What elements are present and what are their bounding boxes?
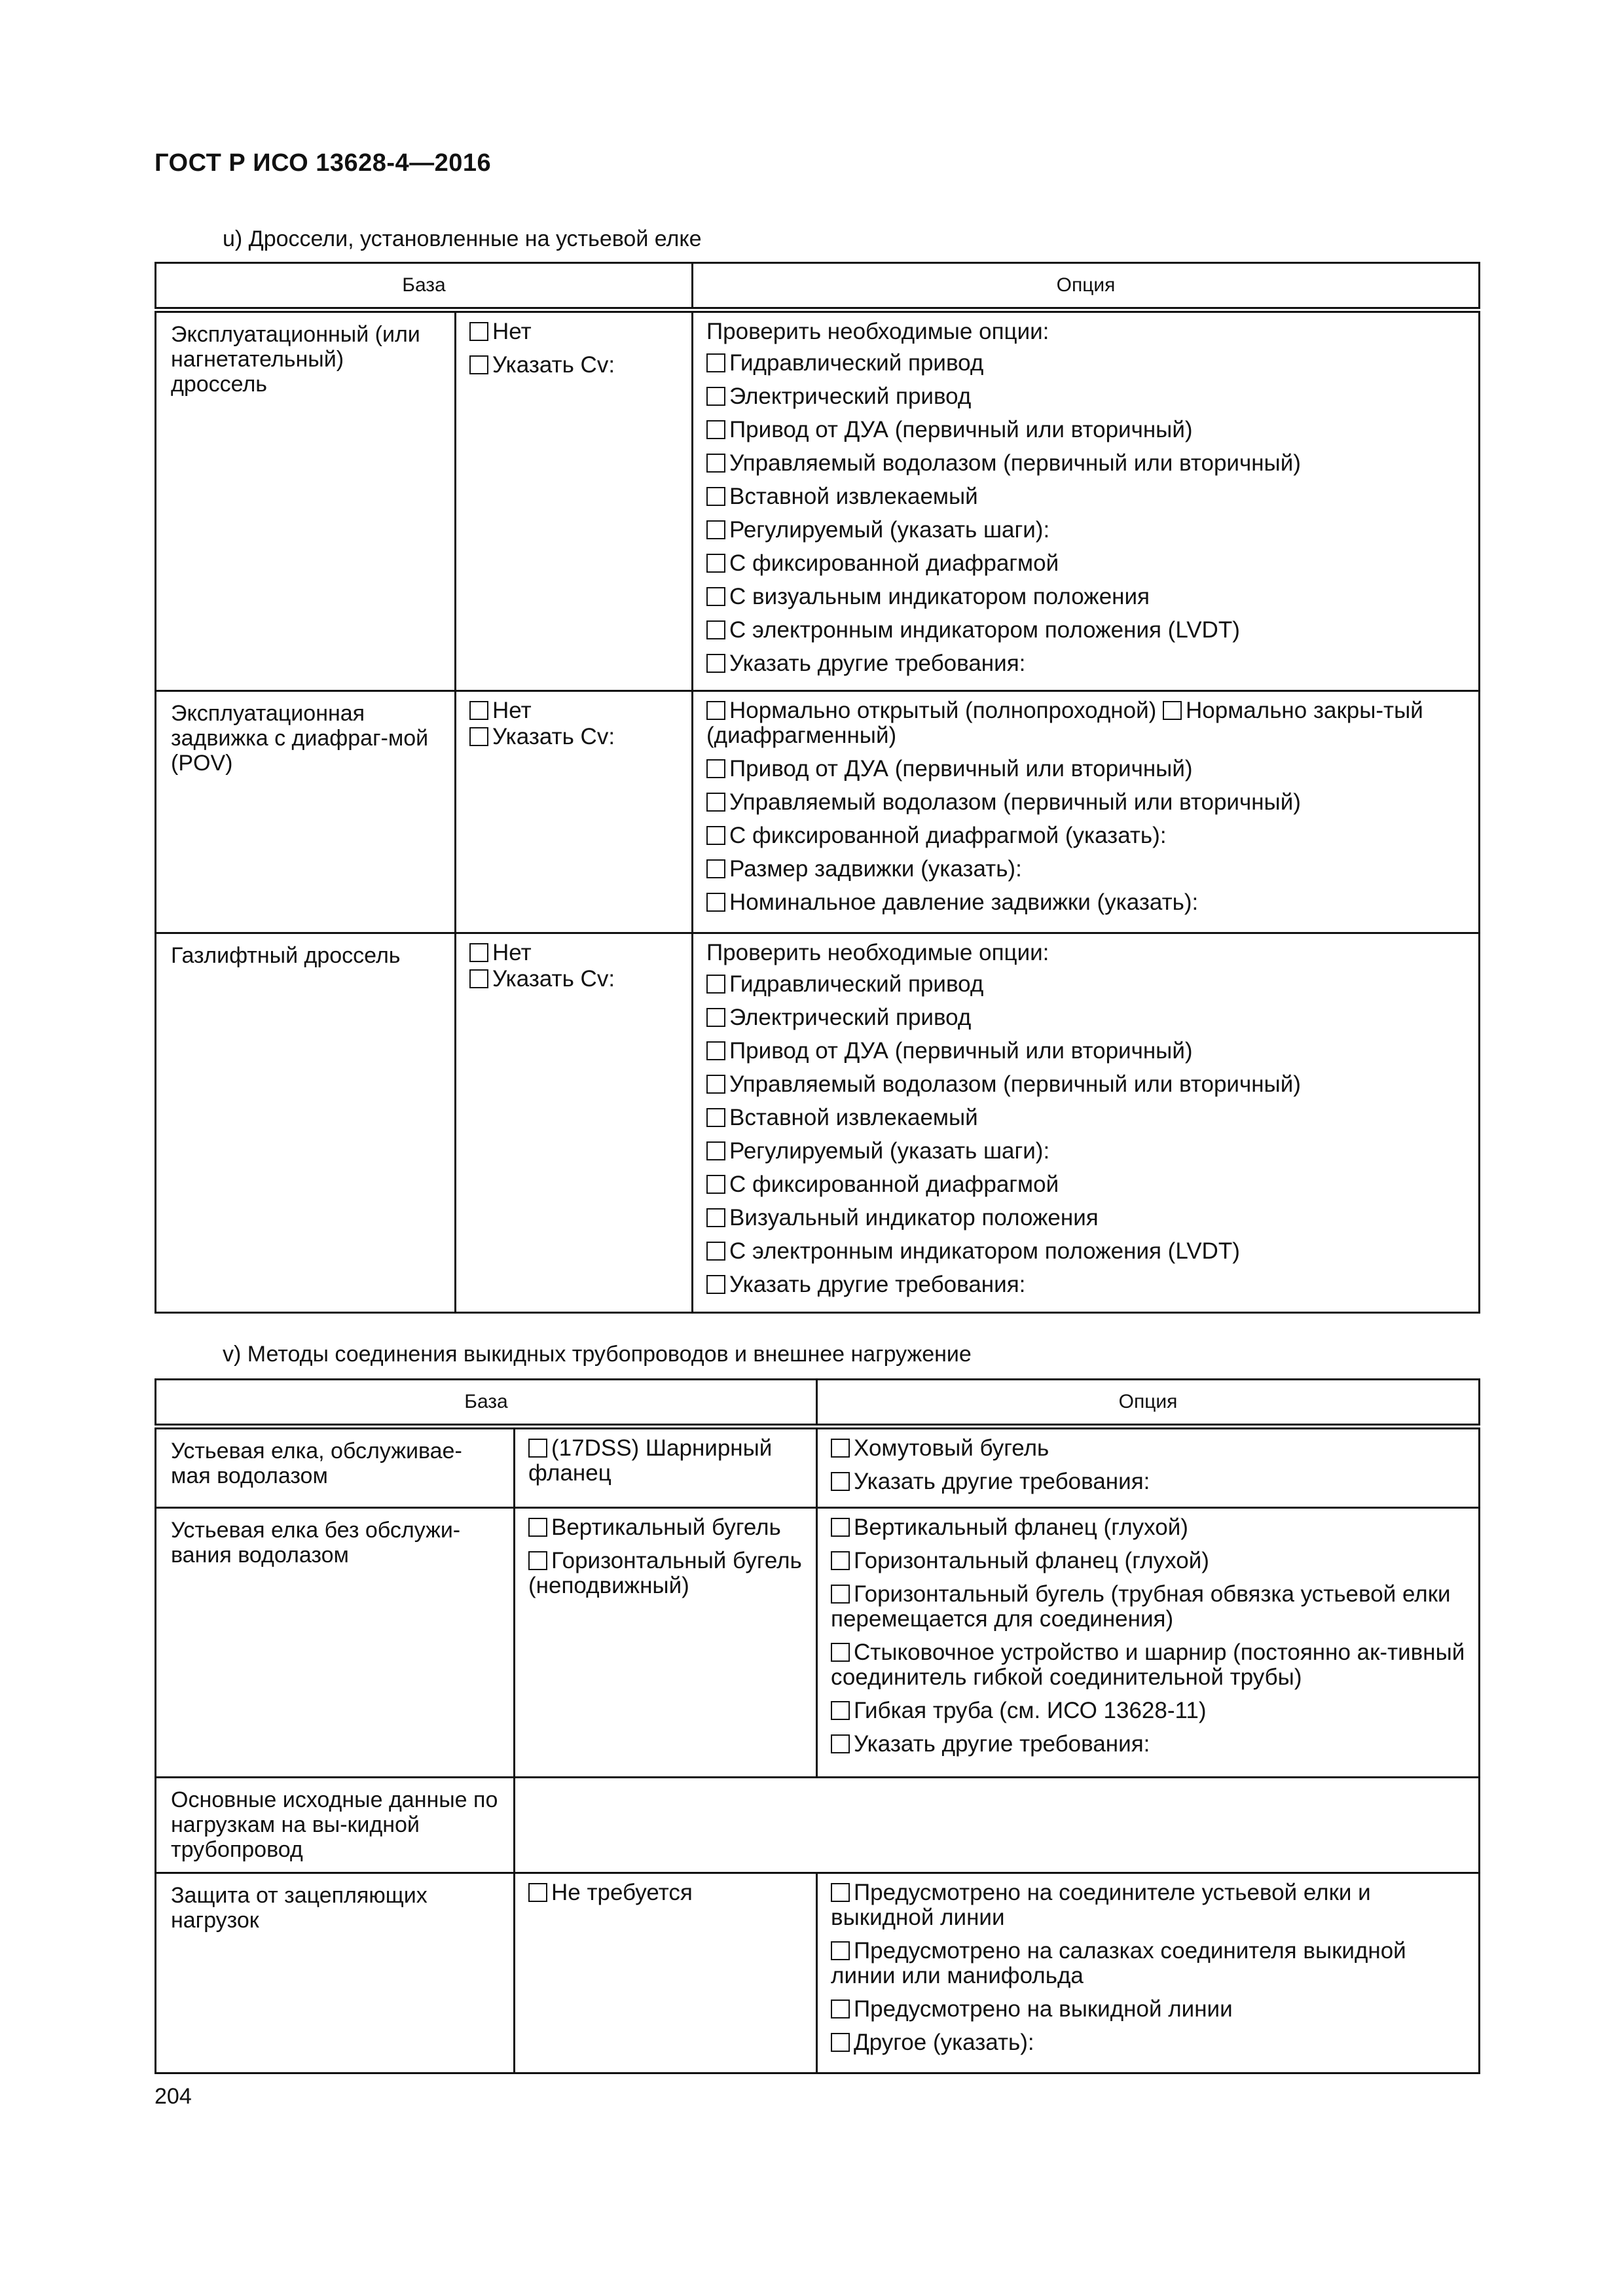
section-u-caption: u) Дроссели, установленные на устьевой елке — [223, 226, 702, 251]
checkbox[interactable] — [706, 1175, 725, 1194]
option-item[interactable]: Номинальное давление задвижки (указать): — [706, 890, 1465, 915]
option-item[interactable]: Предусмотрено на выкидной линии — [831, 1997, 1465, 2022]
option-item[interactable]: С фиксированной диафрагмой — [706, 1172, 1465, 1197]
checkbox[interactable] — [706, 793, 725, 812]
checkbox[interactable] — [528, 1883, 547, 1902]
option-item[interactable]: Привод от ДУА (первичный или вторичный) — [706, 757, 1465, 781]
checkbox[interactable] — [831, 1585, 850, 1604]
row-name: Эксплуатационная задвижка с диафраг-мой (POV) — [156, 691, 456, 933]
table-row — [156, 1873, 1480, 2073]
checkbox[interactable] — [706, 701, 725, 720]
option-item[interactable]: Регулируемый (указать шаги): — [706, 518, 1465, 543]
checkbox[interactable] — [831, 2000, 850, 2018]
checkbox[interactable] — [706, 1075, 725, 1094]
row-name: Основные исходные данные по нагрузкам на вы-кидной трубопровод — [156, 1778, 515, 1873]
checkbox[interactable] — [469, 969, 488, 988]
checkbox[interactable] — [469, 355, 488, 374]
page-number: 204 — [155, 2084, 192, 2109]
option-item[interactable]: Управляемый водолазом (первичный или вторичный) — [706, 790, 1465, 815]
options-cell — [817, 1427, 1480, 1508]
checkbox[interactable] — [831, 1518, 850, 1537]
options-cell — [693, 310, 1480, 691]
checkbox[interactable] — [706, 1208, 725, 1227]
base-option[interactable]: Вертикальный бугель — [528, 1515, 803, 1540]
checkbox[interactable] — [831, 1941, 850, 1960]
option-item[interactable]: Другое (указать): — [831, 2030, 1465, 2055]
base-cell — [515, 1508, 817, 1778]
checkbox[interactable] — [831, 1551, 850, 1570]
checkbox[interactable] — [469, 943, 488, 962]
option-item[interactable]: Визуальный индикатор положения — [706, 1206, 1465, 1230]
base-option[interactable]: Указать Cv: — [469, 967, 678, 992]
checkbox[interactable] — [831, 1734, 850, 1753]
checkbox[interactable] — [706, 1108, 725, 1127]
column-header-base: База — [156, 263, 693, 310]
option-item-pair: Нормально открытый (полнопроходной) Нормально закры-тый (диафрагменный) — [706, 698, 1423, 748]
options-cell — [693, 691, 1480, 933]
checkbox[interactable] — [706, 975, 725, 994]
option-item[interactable]: Вертикальный фланец (глухой) — [831, 1515, 1465, 1540]
table-row — [156, 933, 1480, 1313]
table-row — [156, 1508, 1480, 1778]
base-cell — [515, 1873, 817, 2073]
table-row — [156, 1778, 1480, 1873]
option-item[interactable]: Предусмотрено на соединителе устьевой елки и выкидной линии — [831, 1880, 1371, 1930]
option-item[interactable]: Электрический привод — [706, 1005, 1465, 1030]
option-item[interactable]: Привод от ДУА (первичный или вторичный) — [706, 418, 1465, 442]
option-item[interactable]: Указать другие требования: — [706, 651, 1465, 676]
base-option[interactable]: Указать Cv: — [469, 353, 678, 378]
checkbox[interactable] — [831, 2033, 850, 2052]
base-option[interactable]: Не требуется — [528, 1880, 803, 1905]
option-item[interactable]: Размер задвижки (указать): — [706, 857, 1465, 882]
option-item[interactable]: С электронным индикатором положения (LVDT) — [706, 618, 1465, 643]
checkbox[interactable] — [1163, 701, 1182, 720]
checkbox[interactable] — [469, 322, 488, 341]
base-option[interactable]: Нет — [469, 319, 678, 344]
base-cell — [456, 691, 693, 933]
checkbox[interactable] — [706, 1041, 725, 1060]
table-row — [156, 1427, 1480, 1508]
option-item[interactable]: Привод от ДУА (первичный или вторичный) — [706, 1039, 1465, 1064]
options-heading: Проверить необходимые опции: — [706, 940, 1049, 965]
column-header-option: Опция — [817, 1380, 1480, 1427]
checkbox[interactable] — [831, 1701, 850, 1720]
checkbox[interactable] — [469, 727, 488, 746]
checkbox[interactable] — [831, 1643, 850, 1662]
base-option[interactable]: Указать Cv: — [469, 725, 678, 749]
row-name: Эксплуатационный (или нагнетательный) дроссель — [156, 310, 456, 691]
checkbox[interactable] — [706, 520, 725, 539]
checkbox[interactable] — [706, 859, 725, 878]
options-cell — [817, 1873, 1480, 2073]
checkbox[interactable] — [706, 893, 725, 912]
base-option[interactable]: Нет — [469, 941, 678, 965]
checkbox[interactable] — [706, 620, 725, 639]
option-item[interactable]: Указать другие требования: — [831, 1469, 1465, 1494]
option-item[interactable]: С электронным индикатором положения (LVDT) — [706, 1239, 1465, 1264]
row-name: Устьевая елка без обслужи-вания водолазом — [156, 1508, 515, 1778]
row-name: Газлифтный дроссель — [156, 933, 456, 1313]
table-row — [156, 310, 1480, 691]
column-header-base: База — [156, 1380, 817, 1427]
flowline-connections-table — [155, 1378, 1480, 2074]
checkbox[interactable] — [831, 1472, 850, 1491]
column-header-option: Опция — [693, 263, 1480, 310]
base-cell — [456, 933, 693, 1313]
checkbox[interactable] — [706, 1242, 725, 1261]
option-item[interactable]: Управляемый водолазом (первичный или вторичный) — [706, 1072, 1465, 1097]
document-header: ГОСТ Р ИСО 13628-4—2016 — [155, 149, 492, 177]
empty-value-cell[interactable] — [515, 1778, 1480, 1873]
chokes-table — [155, 262, 1480, 1314]
base-option[interactable]: (17DSS) Шарнирный фланец — [528, 1435, 773, 1486]
option-item[interactable]: Стыковочное устройство и шарнир (постоянно ак-тивный соединитель гибкой соединительной трубы) — [831, 1640, 1465, 1690]
checkbox[interactable] — [528, 1439, 547, 1458]
checkbox[interactable] — [831, 1439, 850, 1458]
option-item[interactable]: Предусмотрено на салазках соединителя выкидной линии или манифольда — [831, 1938, 1406, 1988]
section-v-caption: v) Методы соединения выкидных трубопроводов и внешнее нагружение — [223, 1342, 972, 1367]
checkbox[interactable] — [706, 654, 725, 673]
checkbox[interactable] — [706, 487, 725, 506]
option-item[interactable]: Указать другие требования: — [831, 1732, 1465, 1757]
table-row — [156, 691, 1480, 933]
option-item[interactable]: С фиксированной диафрагмой — [706, 551, 1465, 576]
checkbox[interactable] — [706, 353, 725, 372]
checkbox[interactable] — [706, 1008, 725, 1027]
option-item[interactable]: Электрический привод — [706, 384, 1465, 409]
checkbox[interactable] — [706, 759, 725, 778]
checkbox[interactable] — [528, 1518, 547, 1537]
option-item[interactable]: Горизонтальный бугель (трубная обвязка устьевой елки перемещается для соединения) — [831, 1581, 1451, 1632]
base-cell — [456, 310, 693, 691]
checkbox[interactable] — [706, 554, 725, 573]
checkbox[interactable] — [706, 420, 725, 439]
option-item[interactable]: Гидравлический привод — [706, 972, 1465, 997]
option-item[interactable]: Управляемый водолазом (первичный или вторичный) — [706, 451, 1465, 476]
checkbox[interactable] — [706, 1141, 725, 1160]
option-item[interactable]: Указать другие требования: — [706, 1272, 1465, 1297]
checkbox[interactable] — [706, 826, 725, 845]
option-item[interactable]: Гидравлический привод — [706, 351, 1465, 376]
base-cell — [515, 1427, 817, 1508]
checkbox[interactable] — [706, 587, 725, 606]
option-item[interactable]: С фиксированной диафрагмой (указать): — [706, 823, 1465, 848]
option-item[interactable]: Регулируемый (указать шаги): — [706, 1139, 1465, 1164]
option-item[interactable]: Гибкая труба (см. ИСО 13628-11) — [831, 1698, 1465, 1723]
options-cell — [693, 933, 1480, 1313]
base-option[interactable]: Горизонтальный бугель (неподвижный) — [528, 1548, 802, 1598]
base-option[interactable]: Нет — [469, 698, 678, 723]
checkbox[interactable] — [706, 454, 725, 473]
checkbox[interactable] — [831, 1883, 850, 1902]
checkbox[interactable] — [706, 387, 725, 406]
option-item[interactable]: С визуальным индикатором положения — [706, 584, 1465, 609]
checkbox[interactable] — [706, 1275, 725, 1294]
checkbox[interactable] — [469, 701, 488, 720]
row-name: Защита от зацепляющих нагрузок — [156, 1873, 515, 2073]
options-cell — [817, 1508, 1480, 1778]
checkbox[interactable] — [528, 1551, 547, 1570]
row-name: Устьевая елка, обслуживае-мая водолазом — [156, 1427, 515, 1508]
option-item[interactable]: Вставной извлекаемый — [706, 484, 1465, 509]
option-item[interactable]: Вставной извлекаемый — [706, 1105, 1465, 1130]
options-heading: Проверить необходимые опции: — [706, 319, 1049, 344]
option-item[interactable]: Горизонтальный фланец (глухой) — [831, 1549, 1465, 1573]
option-item[interactable]: Хомутовый бугель — [831, 1436, 1465, 1461]
